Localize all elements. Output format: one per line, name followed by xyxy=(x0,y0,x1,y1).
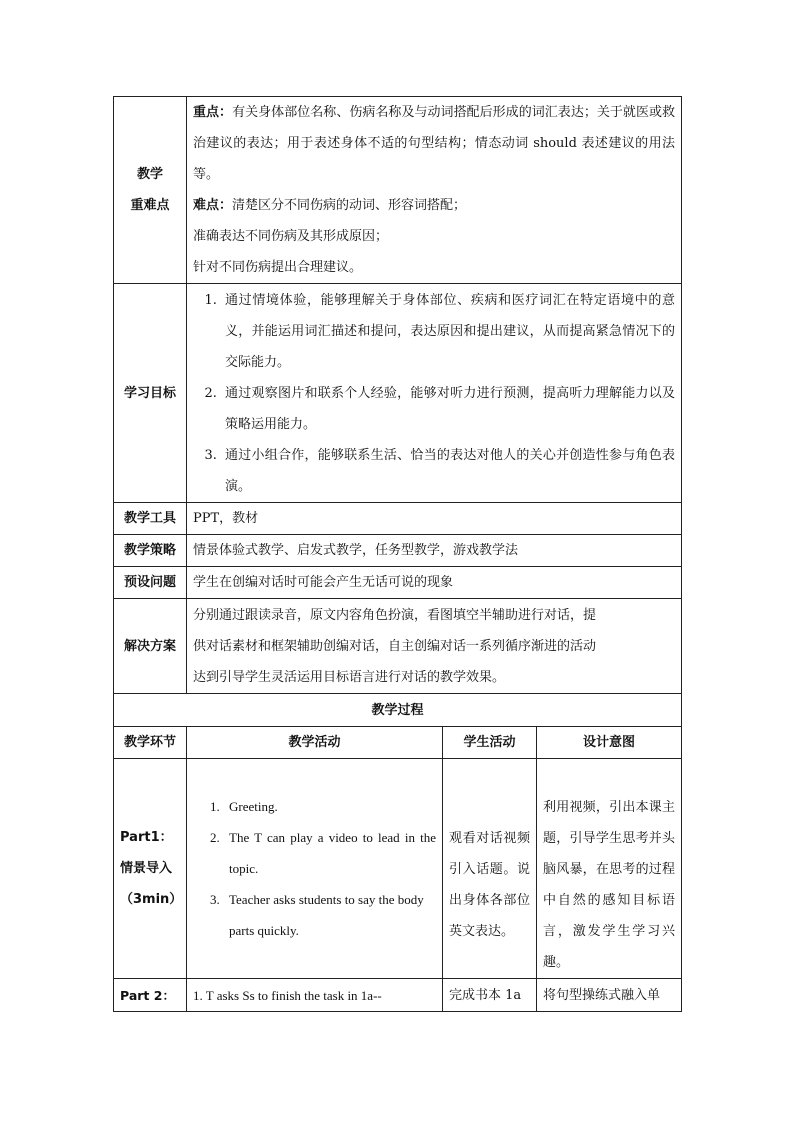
strategy-label: 教学策略 xyxy=(114,535,187,567)
header-stage: 教学环节 xyxy=(114,727,187,759)
lesson-plan-table xyxy=(113,96,682,1012)
header-teacher-activity: 教学活动 xyxy=(187,727,443,759)
row-process-headers xyxy=(114,727,682,759)
process-title: 教学过程 xyxy=(114,694,682,727)
header-design-intent: 设计意图 xyxy=(537,727,682,759)
objectives-list xyxy=(193,285,675,502)
part1-activities xyxy=(187,759,443,979)
difficulty-label-line1: 教学 xyxy=(136,167,163,182)
part2-design-intent: 将句型操练式融入单 xyxy=(537,979,682,1012)
part1-activity-item: 1. Greeting. xyxy=(223,791,436,822)
solution-label: 解决方案 xyxy=(114,599,187,694)
part2-student-activity: 完成书本 1a xyxy=(443,979,537,1012)
problem-value: 学生在创编对话时可能会产生无话可说的现象 xyxy=(187,567,682,599)
tools-value: PPT，教材 xyxy=(187,503,682,535)
strategy-value: 情景体验式教学、启发式教学，任务型教学，游戏教学法 xyxy=(187,535,682,567)
key-points-text: 有关身体部位名称、伤病名称及与动词搭配后形成的词汇表达；关于就医或救治建议的表达；用于表述身体不适的句型结构；情态动词 should 表述建议的用法等。 xyxy=(193,105,676,182)
hard-points-label: 难点： xyxy=(193,198,233,213)
row-solution xyxy=(114,599,682,694)
row-part1 xyxy=(114,759,682,979)
objective-item: 3. 通过小组合作，能够联系生活、恰当的表达对他人的关心并创造性参与角色表演。 xyxy=(221,440,675,502)
row-objectives xyxy=(114,284,682,503)
tools-label: 教学工具 xyxy=(114,503,187,535)
header-student-activity: 学生活动 xyxy=(443,727,537,759)
part1-student-activity: 观看对话视频引入话题。说出身体各部位英文表达。 xyxy=(443,759,537,979)
part1-activity-item: 3. Teacher asks students to say the body parts quickly. xyxy=(223,884,436,946)
key-points-label: 重点： xyxy=(193,105,233,120)
row-problem xyxy=(114,567,682,599)
part1-stage-line: （3min） xyxy=(120,892,183,907)
part1-stage-line: 情景导入 xyxy=(120,861,173,876)
part1-stage-line: Part1： xyxy=(120,830,173,845)
part2-stage: Part 2： xyxy=(114,979,187,1012)
hard-point-line: 准确表达不同伤病及其形成原因； xyxy=(193,229,389,244)
objectives-label: 学习目标 xyxy=(114,284,187,503)
difficulty-label xyxy=(114,97,187,284)
row-strategy xyxy=(114,535,682,567)
objective-item: 2. 通过观察图片和联系个人经验，能够对听力进行预测，提高听力理解能力以及策略运用能力。 xyxy=(221,378,675,440)
solution-line: 达到引导学生灵活运用目标语言进行对话的教学效果。 xyxy=(193,669,506,685)
hard-point-line: 针对不同伤病提出合理建议。 xyxy=(193,260,363,275)
difficulty-content xyxy=(187,97,682,284)
solution-line: 分别通过跟读录音，原文内容角色扮演，看图填空半辅助进行对话，提 xyxy=(193,607,597,623)
objective-item: 1. 通过情境体验，能够理解关于身体部位、疾病和医疗词汇在特定语境中的意义，并能运用词汇描述和提问，表达原因和提出建议，从而提高紧急情况下的交际能力。 xyxy=(221,285,675,378)
difficulty-label-line2: 重难点 xyxy=(130,198,170,213)
part1-activity-list xyxy=(193,791,436,946)
hard-points xyxy=(193,190,675,221)
part1-design-intent: 利用视频，引出本课主题，引导学生思考并头脑风暴，在思考的过程中自然的感知目标语言，激发学生学习兴趣。 xyxy=(537,759,682,979)
key-points xyxy=(193,97,675,190)
part2-activity: 1. T asks Ss to finish the task in 1a-- xyxy=(187,979,443,1012)
row-difficulty xyxy=(114,97,682,284)
row-part2 xyxy=(114,979,682,1012)
hard-point-line: 清楚区分不同伤病的动词、形容词搭配； xyxy=(232,198,467,213)
problem-label: 预设问题 xyxy=(114,567,187,599)
row-tools xyxy=(114,503,682,535)
solution-content xyxy=(187,599,682,694)
part1-stage xyxy=(114,759,187,979)
row-process-title xyxy=(114,694,682,727)
objectives-content xyxy=(187,284,682,503)
solution-line: 供对话素材和框架辅助创编对话，自主创编对话一系列循序渐进的活动 xyxy=(193,638,597,654)
part1-activity-item: 2. The T can play a video to lead in the topic. xyxy=(223,822,436,884)
